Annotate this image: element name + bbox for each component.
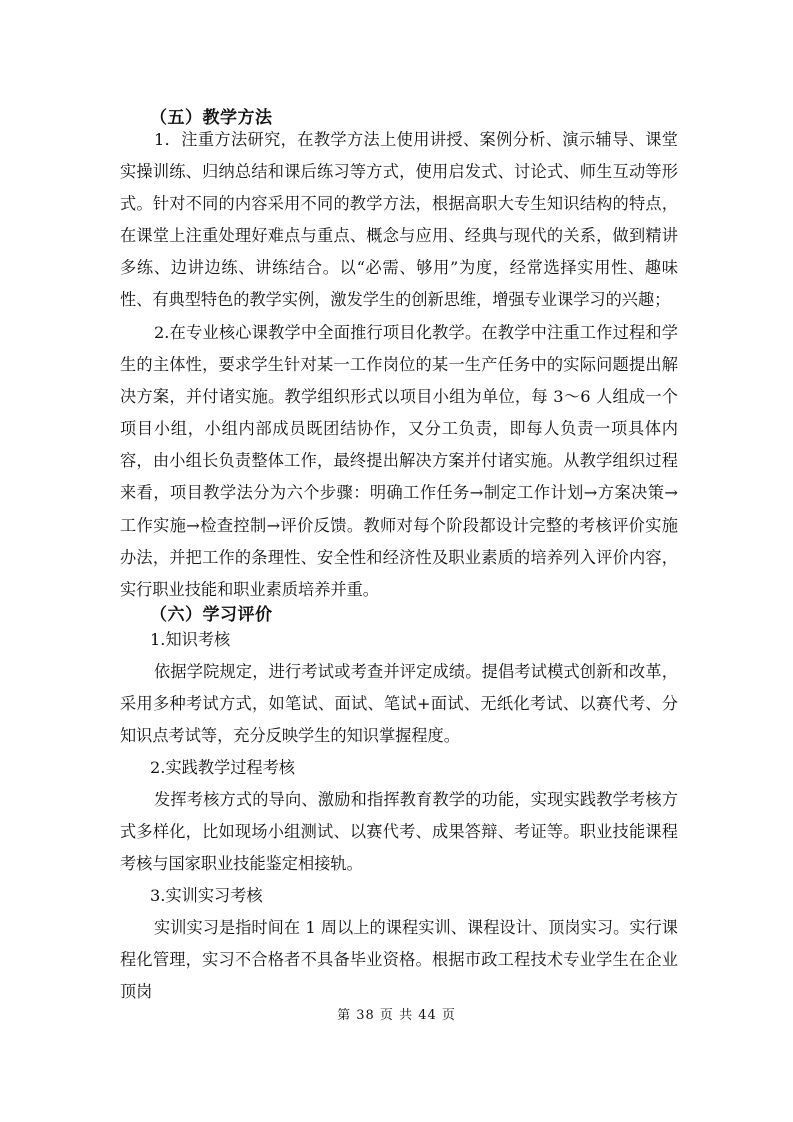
subheading-internship-assessment: 3.实训实习考核 [150,886,263,905]
paragraph-project-teaching: 2.在专业核心课教学中全面推行项目化教学。在教学中注重工作过程和学生的主体性，要求学生针对某一工作岗位的某一生产任务中的实际问题提出解决方案，并付诸实施。教学组织形式以项目小组为单位，每 3～6 人组成一个项目小组，小组内部成员既团结协作，又分工负责，即每人负责一项具体内容，由小组长负责整体工作，最终提出解决方案并付诸实施。从教学组织过程来看，项目教学法分为六个步骤：明确工作任务→制定工作计划→方案决策→工作实施→检查控制→评价反馈。教师对每个阶段都设计完整的考核评价实施办法，并把工作的条理性、安全性和经济性及职业素质的培养列入评价内容，实行职业技能和职业素质培养并重。 [120,323,678,599]
section-heading-learning-evaluation: （六）学习评价 [150,605,273,625]
paragraph-internship-assessment: 实训实习是指时间在 1 周以上的课程实训、课程设计、顶岗实习。实行课程化管理，实习不合格者不具备毕业资格。根据市政工程技术专业学生在企业顶岗 [120,918,678,1002]
section-heading-teaching-methods: （五）教学方法 [150,108,273,128]
paragraph-method-research: 1．注重方法研究，在教学方法上使用讲授、案例分析、演示辅导、课堂实操训练、归纳总结和课后练习等方式，使用启发式、讨论式、师生互动等形式。针对不同的内容采用不同的教学方法，根据高职大专生知识结构的特点，在课堂上注重处理好难点与重点、概念与应用、经典与现代的关系，做到精讲多练、边讲边练、讲练结合。以“必需、够用”为度，经常选择实用性、趣味性、有典型特色的教学实例，激发学生的创新思维，增强专业课学习的兴趣； [120,130,678,310]
page-number-footer: 第 38 页 共 44 页 [337,1008,456,1023]
paragraph-practice-assessment: 发挥考核方式的导向、激励和指挥教育教学的功能，实现实践教学考核方式多样化，比如现场小组测试、以赛代考、成果答辩、考证等。职业技能课程考核与国家职业技能鉴定相接轨。 [120,790,678,874]
subheading-practice-assessment: 2.实践教学过程考核 [150,758,295,777]
paragraph-knowledge-assessment: 依据学院规定，进行考试或考查并评定成绩。提倡考试模式创新和改革，采用多种考试方式，如笔试、面试、笔试+面试、无纸化考试、以赛代考、分知识点考试等，充分反映学生的知识掌握程度。 [120,662,678,746]
subheading-knowledge-assessment: 1.知识考核 [150,630,231,649]
